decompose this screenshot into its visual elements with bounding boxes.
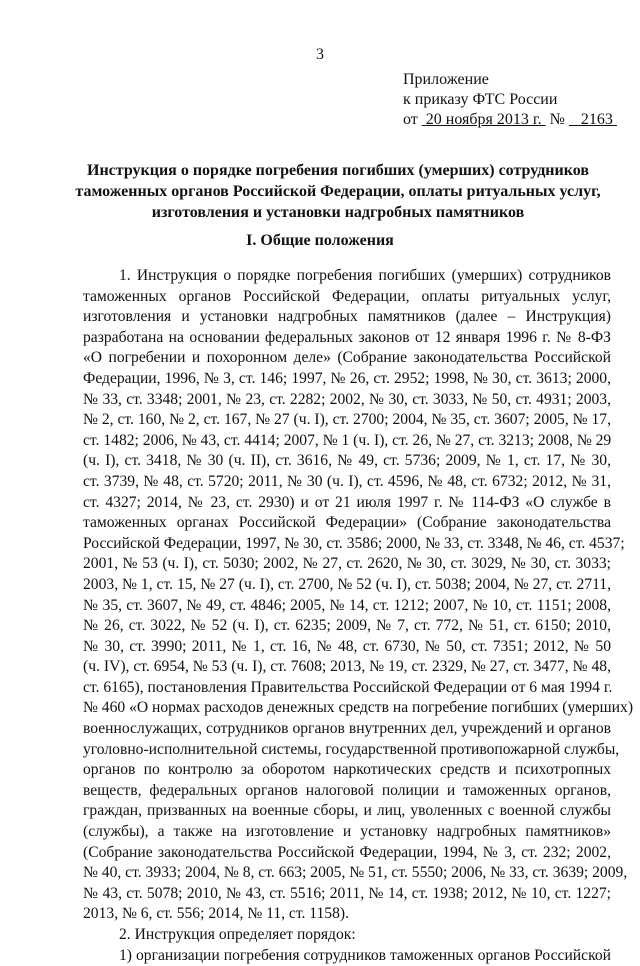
body-line: № 33, ст. 3348; 2001, № 23, ст. 2282; 2002, № 30, ст. 3033, № 50, ст. 4931; 2003,	[83, 390, 611, 408]
appendix-block	[403, 70, 617, 130]
body-line: № 35, ст. 3607, № 49, ст. 4846; 2005, № 14, ст. 1212; 2007, № 10, ст. 1151; 2008,	[83, 596, 611, 614]
appendix-number: 2163	[580, 111, 613, 128]
document-title	[60, 160, 616, 223]
body-line: № 43, ст. 5078; 2010, № 43, ст. 5516; 2011, № 14, ст. 1938; 2012, № 10, ст. 1227;	[83, 884, 611, 902]
body-line: 2003, № 1, ст. 15, № 27 (ч. I), ст. 2700, № 52 (ч. I), ст. 5038; 2004, № 27, ст. 2711,	[83, 575, 611, 593]
body-line: № 26, ст. 3022, № 52 (ч. I), ст. 6235; 2009, № 7, ст. 772, № 51, ст. 6150; 2010,	[83, 617, 611, 635]
body-line: № 30, ст. 3990; 2011, № 1, ст. 16, № 48, ст. 6730, № 50, ст. 7351; 2012, № 50	[83, 637, 611, 655]
body-line: (ч. I), ст. 3418, № 30 (ч. II), ст. 3616, № 49, ст. 5736; 2009, № 1, ст. 17, № 30,	[83, 452, 611, 470]
body-line: № 40, ст. 3933; 2004, № 8, ст. 663; 2005, № 51, ст. 5550; 2006, № 33, ст. 3639; 2009,	[83, 864, 628, 882]
title-line: таможенных органов Российской Федерации, оплаты ритуальных услуг,	[75, 183, 601, 200]
appendix-line-1: Приложение	[403, 71, 489, 88]
body-line: изготовления и установки надгробных памятников (далее – Инструкция)	[83, 308, 611, 326]
body-line: (службы), а также на изготовление и установку надгробных памятников»	[83, 823, 611, 841]
body-line: 1) организации погребения сотрудников таможенных органов Российской	[119, 946, 611, 964]
body-line: веществ, федеральных органов налоговой полиции и таможенных органов,	[83, 781, 611, 799]
body-text	[83, 266, 634, 966]
appendix-line-3	[403, 110, 617, 130]
body-line: разработана на основании федеральных законов от 12 января 1996 г. № 8-ФЗ	[83, 328, 611, 346]
body-line: органов по контролю за оборотом наркотических средств и психотропных	[83, 761, 611, 779]
title-line: изготовления и установки надгробных памятников	[151, 204, 525, 221]
body-line: таможенных органах Российской Федерации» (Собрание законодательства	[83, 514, 611, 532]
page-number: 3	[316, 46, 324, 63]
body-line: 2. Инструкция определяет порядок:	[119, 926, 356, 943]
body-line: таможенных органов Российской Федерации, оплаты ритуальных услуг,	[83, 287, 611, 305]
body-line: 2001, № 53 (ч. I), ст. 5030; 2002, № 27, ст. 2620, № 30, ст. 3029, № 30, ст. 3033;	[83, 555, 611, 573]
body-line: ст. 1482; 2006, № 43, ст. 4414; 2007, № 1 (ч. I), ст. 26, № 27, ст. 3213; 2008, № 29	[83, 431, 612, 449]
appendix-date: 20 ноября 2013 г.	[425, 111, 542, 128]
body-line: 2013, № 6, ст. 556; 2014, № 11, ст. 1158).	[83, 905, 349, 923]
body-line: Федерации, 1996, № 3, ст. 146; 1997, № 26, ст. 2952; 1998, № 30, ст. 3613; 2000,	[83, 369, 611, 387]
body-line: (Собрание законодательства Российской Федерации, 1994, № 3, ст. 232; 2002,	[83, 843, 611, 861]
body-line: 1. Инструкция о порядке погребения погибших (умерших) сотрудников	[119, 267, 611, 284]
body-line: военнослужащих, сотрудников органов внутренних дел, учреждений и органов	[83, 720, 611, 738]
appendix-line-2: к приказу ФТС России	[403, 91, 558, 108]
body-line: ст. 3739, № 48, ст. 5720; 2011, № 30 (ч. I), ст. 4596, № 48, ст. 6732; 2012, № 31,	[83, 472, 611, 490]
appendix-number-prefix: №	[549, 111, 565, 128]
title-line: Инструкция о порядке погребения погибших (умерших) сотрудников	[87, 162, 589, 179]
appendix-date-prefix: от	[403, 111, 418, 128]
section-heading: I. Общие положения	[246, 232, 394, 249]
body-line: граждан, призванных на военные сборы, и лиц, уволенных с военной службы	[83, 802, 611, 820]
body-line: Российской Федерации, 1997, № 30, ст. 3586; 2000, № 33, ст. 3348, № 46, ст. 4537;	[83, 534, 625, 552]
body-line: «О погребении и похоронном деле» (Собрание законодательства Российской	[83, 349, 611, 367]
body-line: ст. 4327; 2014, № 23, ст. 2930) и от 21 июля 1997 г. № 114-ФЗ «О службе в	[83, 493, 611, 511]
body-line: уголовно-исполнительной системы, государственной противопожарной службы,	[83, 740, 620, 758]
body-line: ст. 6165), постановления Правительства Российской Федерации от 6 мая 1994 г.	[83, 678, 613, 696]
body-line: № 2, ст. 160, № 2, ст. 167, № 27 (ч. I), ст. 2700; 2004, № 35, ст. 3607; 2005, № 17,	[83, 411, 611, 429]
body-line: № 460 «О нормах расходов денежных средств на погребение погибших (умерших)	[83, 699, 634, 717]
body-line: (ч. IV), ст. 6954, № 53 (ч. I), ст. 7608; 2013, № 19, ст. 2329, № 27, ст. 3477, № 48,	[83, 658, 611, 676]
